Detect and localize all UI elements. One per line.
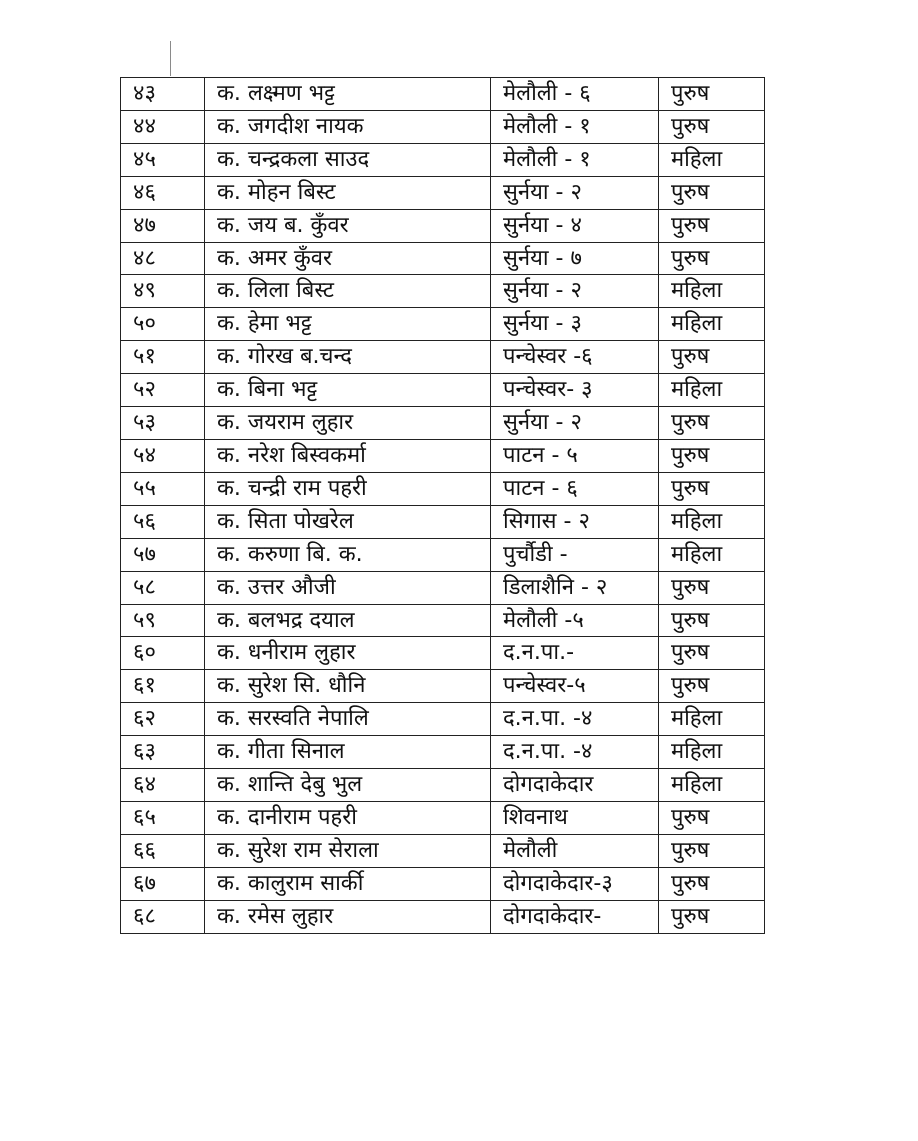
table-row bbox=[121, 604, 765, 637]
gender-cell: पुरुष bbox=[659, 341, 765, 374]
address-cell: दोगदाकेदार-३ bbox=[491, 867, 659, 900]
member-name-cell: क. लिला बिस्ट bbox=[205, 275, 491, 308]
member-name-cell: क. गोरख ब.चन्द bbox=[205, 341, 491, 374]
gender-cell: पुरुष bbox=[659, 834, 765, 867]
gender-cell: पुरुष bbox=[659, 407, 765, 440]
gender-cell: महिला bbox=[659, 703, 765, 736]
gender-cell: महिला bbox=[659, 275, 765, 308]
table-row bbox=[121, 110, 765, 143]
member-list-body bbox=[121, 78, 765, 934]
table-row bbox=[121, 736, 765, 769]
member-name-cell: क. बिना भट्ट bbox=[205, 374, 491, 407]
serial-number-cell: ५१ bbox=[121, 341, 205, 374]
table-row bbox=[121, 209, 765, 242]
address-cell: शिवनाथ bbox=[491, 801, 659, 834]
address-cell: पन्चेस्वर -६ bbox=[491, 341, 659, 374]
address-cell: डिलाशैनि - २ bbox=[491, 571, 659, 604]
member-name-cell: क. जयराम लुहार bbox=[205, 407, 491, 440]
address-cell: सुर्नया - ४ bbox=[491, 209, 659, 242]
address-cell: द.न.पा.- bbox=[491, 637, 659, 670]
member-name-cell: क. सिता पोखरेल bbox=[205, 505, 491, 538]
gender-cell: पुरुष bbox=[659, 571, 765, 604]
serial-number-cell: ५७ bbox=[121, 538, 205, 571]
table-row bbox=[121, 703, 765, 736]
serial-number-cell: ६७ bbox=[121, 867, 205, 900]
address-cell: मेलौली - १ bbox=[491, 110, 659, 143]
member-name-cell: क. धनीराम लुहार bbox=[205, 637, 491, 670]
member-name-cell: क. सुरेश सि. धौनि bbox=[205, 670, 491, 703]
serial-number-cell: ४८ bbox=[121, 242, 205, 275]
table-row bbox=[121, 637, 765, 670]
table-row bbox=[121, 143, 765, 176]
table-row bbox=[121, 407, 765, 440]
table-row bbox=[121, 242, 765, 275]
address-cell: मेलौली - ६ bbox=[491, 78, 659, 111]
member-name-cell: क. गीता सिनाल bbox=[205, 736, 491, 769]
serial-number-cell: ४६ bbox=[121, 176, 205, 209]
address-cell: पाटन - ५ bbox=[491, 439, 659, 472]
serial-number-cell: ६८ bbox=[121, 900, 205, 933]
member-name-cell: क. नरेश बिस्वकर्मा bbox=[205, 439, 491, 472]
member-name-cell: क. लक्ष्मण भट्ट bbox=[205, 78, 491, 111]
address-cell: द.न.पा. -४ bbox=[491, 736, 659, 769]
gender-cell: पुरुष bbox=[659, 209, 765, 242]
serial-number-cell: ६४ bbox=[121, 769, 205, 802]
gender-cell: महिला bbox=[659, 143, 765, 176]
address-cell: मेलौली bbox=[491, 834, 659, 867]
gender-cell: पुरुष bbox=[659, 78, 765, 111]
address-cell: सुर्नया - २ bbox=[491, 176, 659, 209]
table-row bbox=[121, 867, 765, 900]
serial-number-cell: ६३ bbox=[121, 736, 205, 769]
member-list-table bbox=[120, 77, 765, 934]
member-name-cell: क. सरस्वति नेपालि bbox=[205, 703, 491, 736]
serial-number-cell: ६५ bbox=[121, 801, 205, 834]
address-cell: पुर्चौडी - bbox=[491, 538, 659, 571]
serial-number-cell: ५८ bbox=[121, 571, 205, 604]
serial-number-cell: ६६ bbox=[121, 834, 205, 867]
gender-cell: महिला bbox=[659, 769, 765, 802]
gender-cell: पुरुष bbox=[659, 604, 765, 637]
serial-number-cell: ४५ bbox=[121, 143, 205, 176]
member-name-cell: क. चन्द्री राम पहरी bbox=[205, 472, 491, 505]
member-name-cell: क. दानीराम पहरी bbox=[205, 801, 491, 834]
serial-number-cell: ५४ bbox=[121, 439, 205, 472]
table-row bbox=[121, 176, 765, 209]
member-name-cell: क. चन्द्रकला साउद bbox=[205, 143, 491, 176]
serial-number-cell: ४९ bbox=[121, 275, 205, 308]
table-row bbox=[121, 275, 765, 308]
gender-cell: पुरुष bbox=[659, 110, 765, 143]
address-cell: द.न.पा. -४ bbox=[491, 703, 659, 736]
member-name-cell: क. उत्तर औजी bbox=[205, 571, 491, 604]
serial-number-cell: ६१ bbox=[121, 670, 205, 703]
address-cell: सुर्नया - २ bbox=[491, 407, 659, 440]
serial-number-cell: ४३ bbox=[121, 78, 205, 111]
serial-number-cell: ५३ bbox=[121, 407, 205, 440]
gender-cell: पुरुष bbox=[659, 670, 765, 703]
table-row bbox=[121, 472, 765, 505]
address-cell: सुर्नया - २ bbox=[491, 275, 659, 308]
table-row bbox=[121, 308, 765, 341]
address-cell: सिगास - २ bbox=[491, 505, 659, 538]
table-row bbox=[121, 538, 765, 571]
member-name-cell: क. कालुराम सार्की bbox=[205, 867, 491, 900]
gender-cell: पुरुष bbox=[659, 637, 765, 670]
member-name-cell: क. मोहन बिस्ट bbox=[205, 176, 491, 209]
gender-cell: पुरुष bbox=[659, 176, 765, 209]
member-name-cell: क. करुणा बि. क. bbox=[205, 538, 491, 571]
serial-number-cell: ५५ bbox=[121, 472, 205, 505]
address-cell: सुर्नया - ३ bbox=[491, 308, 659, 341]
gender-cell: महिला bbox=[659, 736, 765, 769]
member-name-cell: क. हेमा भट्ट bbox=[205, 308, 491, 341]
member-name-cell: क. बलभद्र दयाल bbox=[205, 604, 491, 637]
serial-number-cell: ४४ bbox=[121, 110, 205, 143]
address-cell: पन्चेस्वर-५ bbox=[491, 670, 659, 703]
member-name-cell: क. जगदीश नायक bbox=[205, 110, 491, 143]
gender-cell: पुरुष bbox=[659, 867, 765, 900]
table-row bbox=[121, 341, 765, 374]
gender-cell: पुरुष bbox=[659, 472, 765, 505]
gender-cell: महिला bbox=[659, 374, 765, 407]
table-row bbox=[121, 505, 765, 538]
serial-number-cell: ६२ bbox=[121, 703, 205, 736]
page-margin-marker bbox=[170, 41, 171, 76]
table-row bbox=[121, 670, 765, 703]
gender-cell: महिला bbox=[659, 308, 765, 341]
member-name-cell: क. जय ब. कुँवर bbox=[205, 209, 491, 242]
address-cell: दोगदाकेदार bbox=[491, 769, 659, 802]
gender-cell: पुरुष bbox=[659, 439, 765, 472]
gender-cell: महिला bbox=[659, 505, 765, 538]
serial-number-cell: ५२ bbox=[121, 374, 205, 407]
gender-cell: पुरुष bbox=[659, 801, 765, 834]
address-cell: पाटन - ६ bbox=[491, 472, 659, 505]
table-row bbox=[121, 439, 765, 472]
gender-cell: महिला bbox=[659, 538, 765, 571]
table-row bbox=[121, 769, 765, 802]
address-cell: मेलौली -५ bbox=[491, 604, 659, 637]
gender-cell: पुरुष bbox=[659, 242, 765, 275]
gender-cell: पुरुष bbox=[659, 900, 765, 933]
address-cell: मेलौली - १ bbox=[491, 143, 659, 176]
member-name-cell: क. सुरेश राम सेराला bbox=[205, 834, 491, 867]
table-row bbox=[121, 834, 765, 867]
table-row bbox=[121, 374, 765, 407]
serial-number-cell: ६० bbox=[121, 637, 205, 670]
member-name-cell: क. शान्ति देबु भुल bbox=[205, 769, 491, 802]
table-row bbox=[121, 900, 765, 933]
serial-number-cell: ५९ bbox=[121, 604, 205, 637]
address-cell: पन्चेस्वर- ३ bbox=[491, 374, 659, 407]
table-row bbox=[121, 78, 765, 111]
member-name-cell: क. रमेस लुहार bbox=[205, 900, 491, 933]
serial-number-cell: ५६ bbox=[121, 505, 205, 538]
address-cell: सुर्नया - ७ bbox=[491, 242, 659, 275]
table-row bbox=[121, 571, 765, 604]
member-name-cell: क. अमर कुँवर bbox=[205, 242, 491, 275]
serial-number-cell: ४७ bbox=[121, 209, 205, 242]
address-cell: दोगदाकेदार- bbox=[491, 900, 659, 933]
serial-number-cell: ५० bbox=[121, 308, 205, 341]
table-row bbox=[121, 801, 765, 834]
